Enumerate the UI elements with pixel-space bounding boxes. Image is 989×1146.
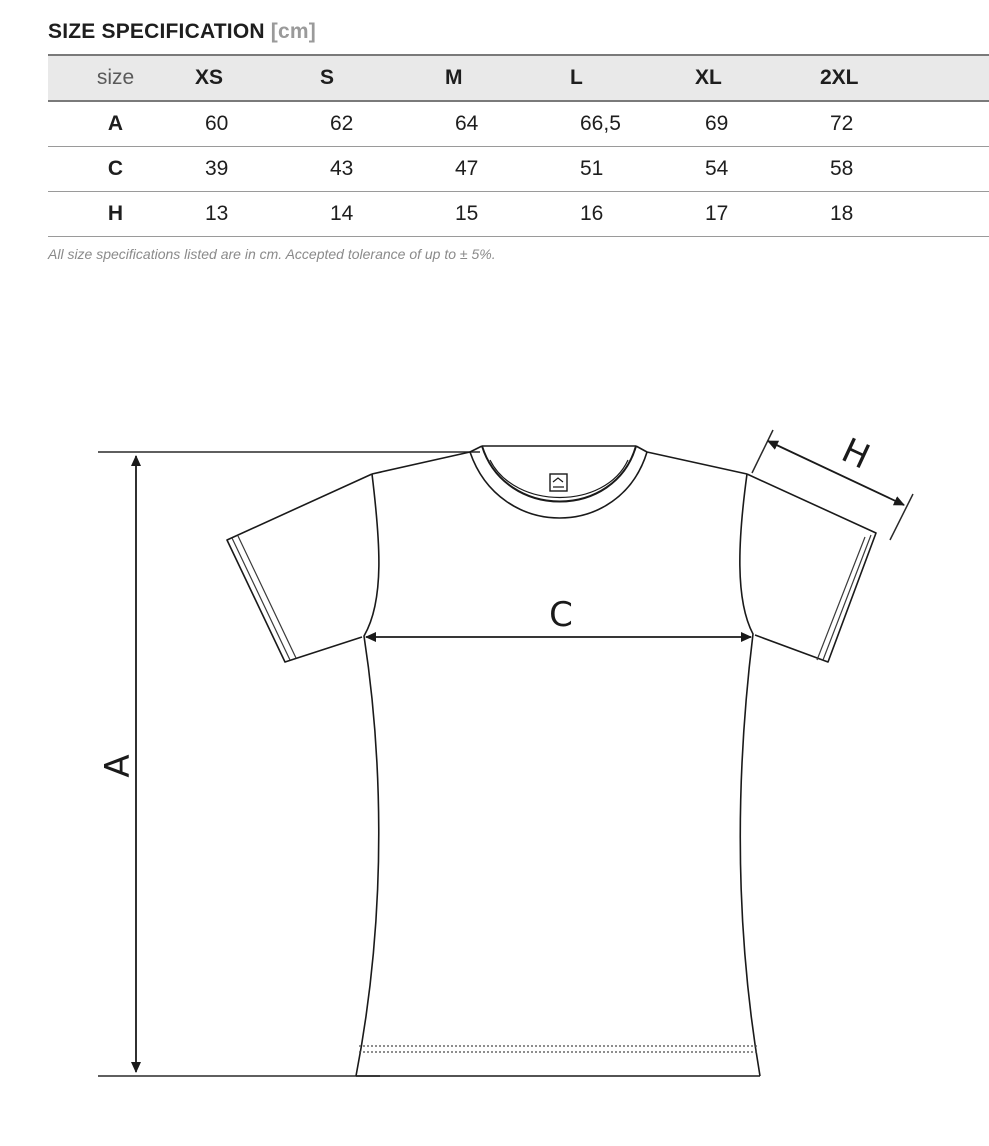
hem-stitching xyxy=(359,1046,758,1052)
header-s: S xyxy=(320,55,445,101)
row-label-c: C xyxy=(48,147,195,192)
table-header-row xyxy=(48,55,989,101)
table-cell: 58 xyxy=(820,147,989,192)
table-cell: 15 xyxy=(445,192,570,237)
tshirt-outline xyxy=(227,446,876,1076)
table-cell: 66,5 xyxy=(570,101,695,147)
table-cell: 54 xyxy=(695,147,820,192)
label-a: A xyxy=(98,754,138,778)
brand-label-icon xyxy=(550,474,567,491)
table-cell: 43 xyxy=(320,147,445,192)
table-cell: 39 xyxy=(195,147,320,192)
table-cell: 69 xyxy=(695,101,820,147)
page-title xyxy=(48,20,316,44)
table-cell: 13 xyxy=(195,192,320,237)
row-label-a: A xyxy=(48,101,195,147)
table-cell: 14 xyxy=(320,192,445,237)
tshirt-diagram xyxy=(0,300,989,1146)
header-xl: XL xyxy=(695,55,820,101)
table-row xyxy=(48,101,989,147)
header-size: size xyxy=(48,55,195,101)
row-label-h: H xyxy=(48,192,195,237)
title-unit: [cm] xyxy=(270,20,316,43)
table-cell: 16 xyxy=(570,192,695,237)
header-xs: XS xyxy=(195,55,320,101)
tolerance-note: All size specifications listed are in cm. Accepted tolerance of up to ± 5%. xyxy=(48,246,496,262)
table-cell: 72 xyxy=(820,101,989,147)
size-table xyxy=(48,54,989,237)
table-cell: 17 xyxy=(695,192,820,237)
label-c: C xyxy=(549,595,573,635)
table-cell: 64 xyxy=(445,101,570,147)
h-extension-line-top xyxy=(752,430,773,473)
header-m: M xyxy=(445,55,570,101)
table-cell: 47 xyxy=(445,147,570,192)
table-row xyxy=(48,147,989,192)
title-text: SIZE SPECIFICATION xyxy=(48,20,265,43)
header-l: L xyxy=(570,55,695,101)
header-2xl: 2XL xyxy=(820,55,989,101)
label-h: H xyxy=(835,430,876,478)
table-cell: 62 xyxy=(320,101,445,147)
table-row xyxy=(48,192,989,237)
h-dimension-arrow xyxy=(768,441,904,505)
table-cell: 51 xyxy=(570,147,695,192)
table-cell: 60 xyxy=(195,101,320,147)
table-cell: 18 xyxy=(820,192,989,237)
